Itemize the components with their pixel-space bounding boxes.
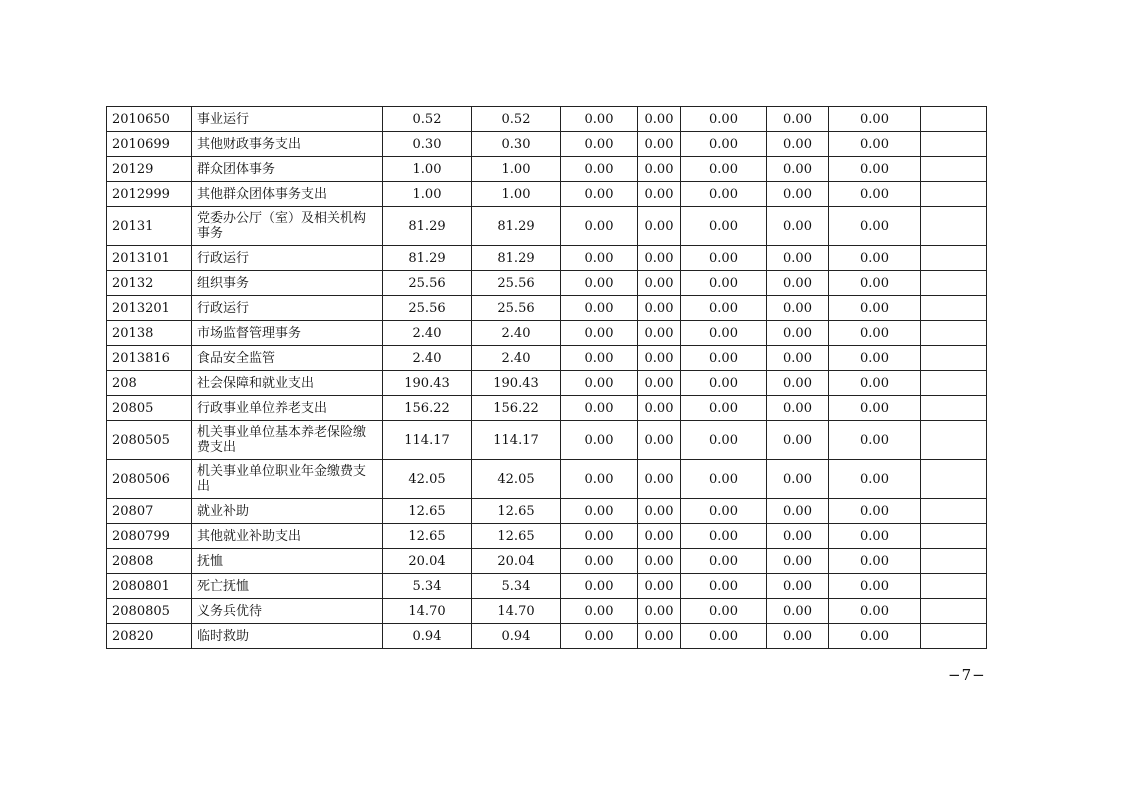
amount-cell (921, 296, 987, 321)
subject-name-cell: 义务兵优待 (192, 599, 383, 624)
subject-code-cell: 2080799 (107, 524, 192, 549)
amount-cell (921, 107, 987, 132)
amount-cell: 0.00 (829, 346, 921, 371)
amount-cell: 12.65 (383, 524, 472, 549)
amount-cell: 0.00 (681, 396, 767, 421)
amount-cell: 0.94 (383, 624, 472, 649)
amount-cell: 0.00 (638, 132, 681, 157)
amount-cell: 14.70 (472, 599, 561, 624)
subject-name-cell: 行政运行 (192, 246, 383, 271)
amount-cell: 0.00 (829, 271, 921, 296)
amount-cell: 0.00 (681, 296, 767, 321)
subject-code-cell: 20129 (107, 157, 192, 182)
table-row (107, 574, 987, 599)
amount-cell (921, 271, 987, 296)
amount-cell (921, 182, 987, 207)
amount-cell: 0.00 (561, 371, 638, 396)
amount-cell: 0.00 (638, 182, 681, 207)
amount-cell: 0.00 (829, 107, 921, 132)
amount-cell: 0.30 (383, 132, 472, 157)
amount-cell: 0.00 (638, 371, 681, 396)
amount-cell: 0.00 (829, 421, 921, 460)
amount-cell: 2.40 (383, 321, 472, 346)
amount-cell: 0.94 (472, 624, 561, 649)
amount-cell: 0.00 (561, 524, 638, 549)
table-row (107, 524, 987, 549)
amount-cell: 0.00 (638, 499, 681, 524)
amount-cell: 0.00 (561, 549, 638, 574)
amount-cell (921, 246, 987, 271)
amount-cell: 0.00 (638, 271, 681, 296)
amount-cell: 2.40 (383, 346, 472, 371)
subject-name-cell: 行政事业单位养老支出 (192, 396, 383, 421)
subject-name-cell: 机关事业单位职业年金缴费支出 (192, 460, 383, 499)
amount-cell: 81.29 (472, 207, 561, 246)
amount-cell (921, 460, 987, 499)
amount-cell: 0.00 (638, 396, 681, 421)
amount-cell: 0.00 (561, 396, 638, 421)
table-row (107, 499, 987, 524)
subject-name-cell: 抚恤 (192, 549, 383, 574)
amount-cell: 25.56 (383, 271, 472, 296)
amount-cell: 0.00 (561, 599, 638, 624)
subject-name-cell: 临时救助 (192, 624, 383, 649)
table-row (107, 107, 987, 132)
amount-cell: 0.00 (767, 574, 829, 599)
amount-cell: 0.00 (561, 296, 638, 321)
amount-cell (921, 599, 987, 624)
amount-cell: 0.00 (681, 271, 767, 296)
amount-cell: 0.52 (383, 107, 472, 132)
subject-code-cell: 2080505 (107, 421, 192, 460)
subject-name-cell: 其他群众团体事务支出 (192, 182, 383, 207)
amount-cell: 0.00 (681, 207, 767, 246)
amount-cell: 0.00 (638, 207, 681, 246)
amount-cell: 0.00 (829, 624, 921, 649)
amount-cell (921, 396, 987, 421)
subject-code-cell: 2010650 (107, 107, 192, 132)
amount-cell: 0.00 (561, 246, 638, 271)
amount-cell: 0.00 (681, 499, 767, 524)
subject-code-cell: 20807 (107, 499, 192, 524)
amount-cell: 0.00 (829, 599, 921, 624)
amount-cell: 0.00 (829, 132, 921, 157)
table-row (107, 246, 987, 271)
subject-code-cell: 20805 (107, 396, 192, 421)
amount-cell: 0.00 (561, 574, 638, 599)
amount-cell: 0.00 (561, 624, 638, 649)
subject-code-cell: 2012999 (107, 182, 192, 207)
amount-cell: 0.00 (829, 157, 921, 182)
amount-cell: 42.05 (383, 460, 472, 499)
amount-cell: 0.00 (767, 396, 829, 421)
table-row (107, 207, 987, 246)
amount-cell: 5.34 (472, 574, 561, 599)
amount-cell: 20.04 (383, 549, 472, 574)
amount-cell: 12.65 (472, 524, 561, 549)
table-row (107, 132, 987, 157)
subject-name-cell: 党委办公厅（室）及相关机构事务 (192, 207, 383, 246)
subject-code-cell: 2013816 (107, 346, 192, 371)
amount-cell (921, 574, 987, 599)
amount-cell (921, 346, 987, 371)
amount-cell: 0.00 (638, 599, 681, 624)
amount-cell: 0.00 (829, 524, 921, 549)
table-row (107, 421, 987, 460)
table-row (107, 157, 987, 182)
amount-cell: 0.00 (638, 296, 681, 321)
amount-cell: 0.00 (767, 182, 829, 207)
subject-name-cell: 行政运行 (192, 296, 383, 321)
amount-cell: 0.00 (638, 346, 681, 371)
amount-cell: 0.00 (561, 107, 638, 132)
amount-cell: 0.00 (561, 321, 638, 346)
amount-cell: 0.00 (638, 421, 681, 460)
amount-cell: 0.00 (638, 107, 681, 132)
amount-cell: 1.00 (383, 182, 472, 207)
amount-cell: 25.56 (472, 271, 561, 296)
amount-cell: 190.43 (472, 371, 561, 396)
amount-cell: 0.00 (767, 271, 829, 296)
amount-cell: 0.00 (681, 246, 767, 271)
subject-code-cell: 2013201 (107, 296, 192, 321)
amount-cell: 0.00 (681, 574, 767, 599)
subject-code-cell: 2080801 (107, 574, 192, 599)
amount-cell (921, 549, 987, 574)
amount-cell: 0.00 (767, 460, 829, 499)
subject-code-cell: 20808 (107, 549, 192, 574)
amount-cell: 0.00 (767, 549, 829, 574)
amount-cell: 156.22 (472, 396, 561, 421)
amount-cell: 0.52 (472, 107, 561, 132)
amount-cell: 0.00 (767, 246, 829, 271)
amount-cell: 0.00 (681, 524, 767, 549)
amount-cell (921, 524, 987, 549)
amount-cell: 0.00 (561, 346, 638, 371)
amount-cell: 0.00 (681, 371, 767, 396)
table-row (107, 182, 987, 207)
table-body (107, 107, 987, 649)
amount-cell: 0.00 (561, 132, 638, 157)
subject-code-cell: 2080805 (107, 599, 192, 624)
subject-name-cell: 其他财政事务支出 (192, 132, 383, 157)
amount-cell: 0.00 (638, 549, 681, 574)
amount-cell: 0.00 (561, 499, 638, 524)
amount-cell: 156.22 (383, 396, 472, 421)
amount-cell: 0.00 (681, 157, 767, 182)
amount-cell: 0.00 (767, 157, 829, 182)
table-row (107, 549, 987, 574)
amount-cell: 0.00 (767, 107, 829, 132)
amount-cell: 0.00 (767, 207, 829, 246)
amount-cell: 0.00 (561, 421, 638, 460)
amount-cell (921, 207, 987, 246)
amount-cell: 0.00 (767, 296, 829, 321)
amount-cell: 0.00 (681, 624, 767, 649)
amount-cell: 25.56 (472, 296, 561, 321)
amount-cell (921, 421, 987, 460)
amount-cell: 0.00 (829, 207, 921, 246)
amount-cell: 0.00 (638, 574, 681, 599)
amount-cell: 1.00 (383, 157, 472, 182)
table-row (107, 396, 987, 421)
table-row (107, 271, 987, 296)
subject-code-cell: 20820 (107, 624, 192, 649)
amount-cell: 0.00 (767, 371, 829, 396)
amount-cell (921, 157, 987, 182)
amount-cell: 0.00 (767, 499, 829, 524)
table-row (107, 599, 987, 624)
subject-name-cell: 就业补助 (192, 499, 383, 524)
table-row (107, 296, 987, 321)
subject-name-cell: 群众团体事务 (192, 157, 383, 182)
amount-cell: 0.00 (681, 460, 767, 499)
amount-cell: 0.00 (829, 549, 921, 574)
subject-code-cell: 20132 (107, 271, 192, 296)
amount-cell: 2.40 (472, 321, 561, 346)
amount-cell: 0.00 (638, 460, 681, 499)
table-row (107, 321, 987, 346)
amount-cell: 0.00 (638, 246, 681, 271)
amount-cell: 12.65 (383, 499, 472, 524)
amount-cell: 114.17 (472, 421, 561, 460)
amount-cell (921, 499, 987, 524)
subject-name-cell: 食品安全监管 (192, 346, 383, 371)
amount-cell: 0.00 (829, 246, 921, 271)
subject-code-cell: 208 (107, 371, 192, 396)
amount-cell: 1.00 (472, 157, 561, 182)
amount-cell: 0.00 (681, 421, 767, 460)
amount-cell: 190.43 (383, 371, 472, 396)
amount-cell: 0.00 (767, 132, 829, 157)
amount-cell: 81.29 (383, 207, 472, 246)
amount-cell: 0.00 (681, 321, 767, 346)
amount-cell: 0.00 (829, 296, 921, 321)
amount-cell: 0.00 (829, 371, 921, 396)
amount-cell: 14.70 (383, 599, 472, 624)
amount-cell: 1.00 (472, 182, 561, 207)
subject-name-cell: 机关事业单位基本养老保险缴费支出 (192, 421, 383, 460)
page-number: −7− (948, 666, 986, 684)
subject-name-cell: 其他就业补助支出 (192, 524, 383, 549)
amount-cell: 81.29 (472, 246, 561, 271)
budget-table (106, 106, 987, 649)
amount-cell: 0.00 (638, 157, 681, 182)
amount-cell: 0.30 (472, 132, 561, 157)
amount-cell: 0.00 (681, 132, 767, 157)
amount-cell: 42.05 (472, 460, 561, 499)
table-row (107, 460, 987, 499)
subject-name-cell: 市场监督管理事务 (192, 321, 383, 346)
amount-cell (921, 132, 987, 157)
amount-cell (921, 371, 987, 396)
table-row (107, 371, 987, 396)
amount-cell: 0.00 (681, 182, 767, 207)
amount-cell: 2.40 (472, 346, 561, 371)
amount-cell: 0.00 (767, 421, 829, 460)
amount-cell: 0.00 (681, 107, 767, 132)
amount-cell (921, 624, 987, 649)
amount-cell: 0.00 (561, 157, 638, 182)
table-row (107, 346, 987, 371)
subject-code-cell: 20131 (107, 207, 192, 246)
amount-cell: 0.00 (681, 549, 767, 574)
amount-cell: 0.00 (767, 524, 829, 549)
amount-cell: 0.00 (638, 624, 681, 649)
amount-cell: 0.00 (829, 182, 921, 207)
table-row (107, 624, 987, 649)
amount-cell: 0.00 (767, 624, 829, 649)
amount-cell: 0.00 (681, 599, 767, 624)
subject-name-cell: 组织事务 (192, 271, 383, 296)
amount-cell: 0.00 (561, 460, 638, 499)
subject-name-cell: 社会保障和就业支出 (192, 371, 383, 396)
amount-cell: 0.00 (561, 182, 638, 207)
subject-code-cell: 20138 (107, 321, 192, 346)
amount-cell: 25.56 (383, 296, 472, 321)
amount-cell: 0.00 (767, 599, 829, 624)
amount-cell: 114.17 (383, 421, 472, 460)
amount-cell: 0.00 (561, 207, 638, 246)
amount-cell: 0.00 (561, 271, 638, 296)
amount-cell: 12.65 (472, 499, 561, 524)
amount-cell: 0.00 (829, 460, 921, 499)
amount-cell: 0.00 (767, 346, 829, 371)
amount-cell: 0.00 (638, 524, 681, 549)
subject-code-cell: 2013101 (107, 246, 192, 271)
amount-cell: 0.00 (829, 574, 921, 599)
amount-cell: 0.00 (829, 499, 921, 524)
amount-cell: 0.00 (829, 321, 921, 346)
subject-name-cell: 死亡抚恤 (192, 574, 383, 599)
subject-name-cell: 事业运行 (192, 107, 383, 132)
subject-code-cell: 2010699 (107, 132, 192, 157)
amount-cell: 0.00 (829, 396, 921, 421)
amount-cell: 0.00 (681, 346, 767, 371)
amount-cell (921, 321, 987, 346)
amount-cell: 0.00 (767, 321, 829, 346)
amount-cell: 5.34 (383, 574, 472, 599)
amount-cell: 81.29 (383, 246, 472, 271)
subject-code-cell: 2080506 (107, 460, 192, 499)
amount-cell: 20.04 (472, 549, 561, 574)
amount-cell: 0.00 (638, 321, 681, 346)
